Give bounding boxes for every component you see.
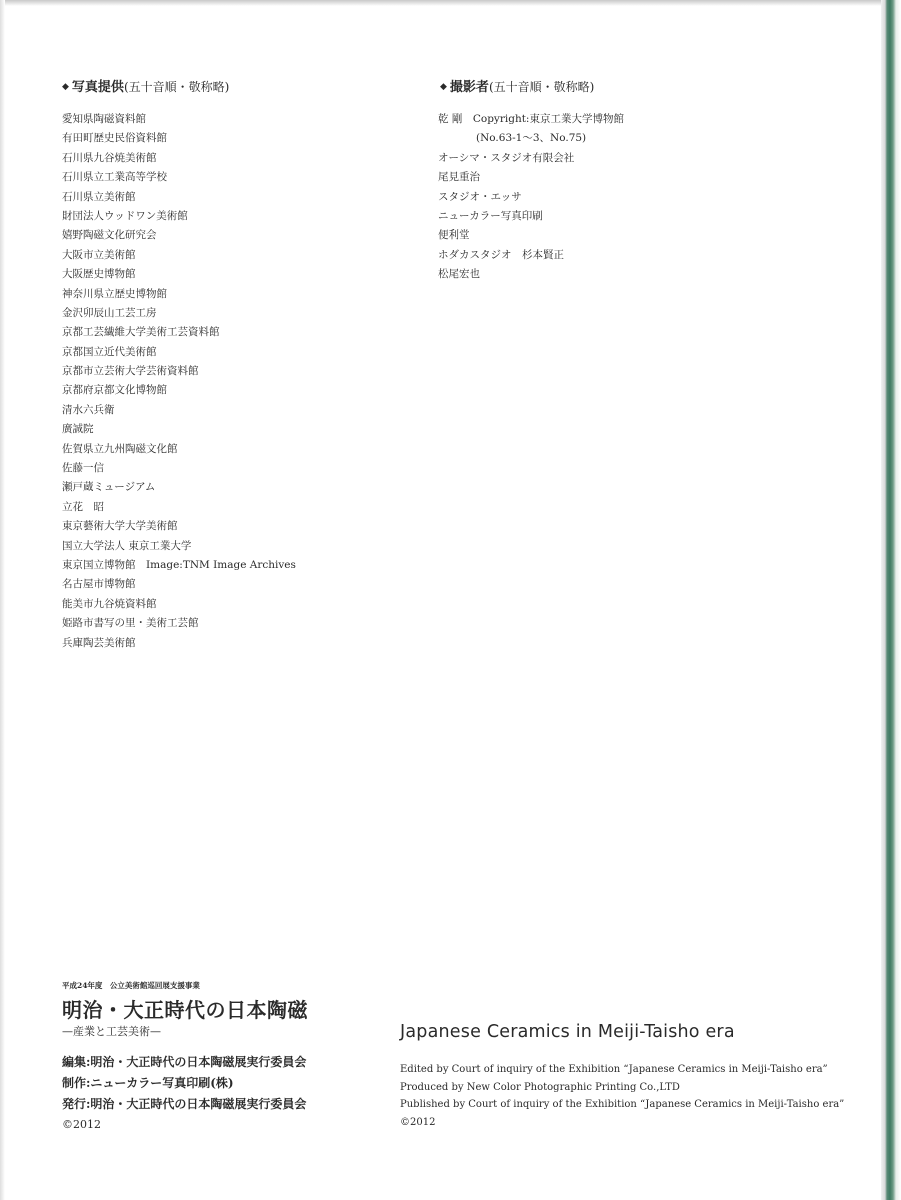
photographer-item: 松尾宏也 bbox=[438, 268, 480, 281]
credit-item: 能美市九谷焼資料館 bbox=[62, 597, 157, 610]
book-subtitle-jp: —産業と工芸美術— bbox=[62, 1025, 161, 1038]
credit-item: 大阪市立美術館 bbox=[62, 248, 136, 261]
credit-item: 名古屋市博物館 bbox=[62, 578, 136, 591]
production-line: 制作:ニューカラー写真印刷(株) bbox=[62, 1076, 234, 1090]
credits-heading bbox=[62, 76, 229, 95]
book-title-en: Japanese Ceramics in Meiji-Taisho era bbox=[400, 1022, 735, 1042]
credit-item: 有田町歴史民俗資料館 bbox=[62, 132, 167, 145]
credit-item: 兵庫陶芸美術館 bbox=[62, 636, 136, 649]
edited-by-line: Edited by Court of inquiry of the Exhibition “Japanese Ceramics in Meiji-Taisho era” bbox=[400, 1064, 828, 1075]
credit-item: 瀬戸蔵ミュージアム bbox=[62, 481, 156, 494]
credit-item: 石川県九谷焼美術館 bbox=[62, 151, 157, 164]
photographer-item: オーシマ・スタジオ有限会社 bbox=[438, 151, 575, 164]
photographer-item: 尾見重治 bbox=[438, 171, 480, 184]
publisher-line: 発行:明治・大正時代の日本陶磁展実行委員会 bbox=[62, 1097, 307, 1111]
credit-item: 立花 昭 bbox=[62, 500, 104, 513]
book-title-jp: 明治・大正時代の日本陶磁 bbox=[62, 998, 308, 1022]
page-left-edge bbox=[0, 0, 5, 1200]
series-label: 平成24年度 公立美術館巡回展支援事業 bbox=[62, 981, 200, 990]
credit-item: 石川県立美術館 bbox=[62, 190, 136, 203]
credit-item: 大阪歴史博物館 bbox=[62, 268, 136, 281]
credit-item: 財団法人ウッドワン美術館 bbox=[62, 209, 188, 222]
credit-item: 東京国立博物館 Image:TNM Image Archives bbox=[62, 558, 296, 571]
credit-item: 愛知県陶磁資料館 bbox=[62, 113, 146, 125]
colophon-jp-lines bbox=[62, 1052, 362, 1134]
photographers-list bbox=[438, 110, 624, 285]
credit-item: 京都国立近代美術館 bbox=[62, 345, 157, 358]
credit-item: 嬉野陶磁文化研究会 bbox=[62, 229, 157, 242]
copyright-jp: ©2012 bbox=[62, 1118, 101, 1131]
credits-heading-label: 写真提供 bbox=[71, 80, 124, 95]
copyright-en: ©2012 bbox=[400, 1116, 436, 1128]
published-by-line: Published by Court of inquiry of the Exhibition “Japanese Ceramics in Meiji-Taisho era” bbox=[400, 1099, 845, 1111]
photographers-heading-note: (五十音順・敬称略) bbox=[488, 80, 595, 94]
credit-item: 国立大学法人 東京工業大学 bbox=[62, 539, 192, 552]
colophon-japanese bbox=[62, 980, 362, 1134]
photographer-item: 便利堂 bbox=[438, 229, 470, 242]
credit-item: 佐賀県立九州陶磁文化館 bbox=[62, 442, 178, 455]
photographer-item-continuation: (No.63-1～3、No.75) bbox=[476, 132, 587, 145]
credit-item: 清水六兵衛 bbox=[62, 403, 115, 416]
credit-item: 金沢卯辰山工芸工房 bbox=[62, 306, 157, 319]
colophon-en-lines bbox=[400, 1061, 870, 1131]
page-top-edge bbox=[0, 0, 901, 6]
credit-item: 佐藤一信 bbox=[62, 462, 104, 475]
diamond-bullet-icon: ◆ bbox=[62, 82, 69, 92]
photographer-item: 乾 剛 Copyright:東京工業大学博物館 bbox=[438, 113, 624, 125]
credits-heading-note: (五十音順・敬称略) bbox=[123, 80, 230, 94]
credits-list bbox=[62, 110, 296, 653]
page-right-edge-binding bbox=[881, 0, 901, 1200]
credit-item: 姫路市書写の里・美術工芸館 bbox=[62, 617, 199, 630]
colophon-english bbox=[400, 1020, 870, 1131]
photographer-item: ホダカスタジオ 杉本賢正 bbox=[438, 248, 564, 261]
credit-item: 京都市立芸術大学芸術資料館 bbox=[62, 365, 199, 378]
credit-item: 東京藝術大学大学美術館 bbox=[62, 520, 178, 533]
credit-item: 神奈川県立歴史博物館 bbox=[62, 287, 167, 300]
photographers-heading-label: 撮影者 bbox=[449, 80, 489, 95]
diamond-bullet-icon: ◆ bbox=[440, 82, 447, 92]
produced-by-line: Produced by New Color Photographic Printing Co.,LTD bbox=[400, 1081, 680, 1093]
photographers-heading bbox=[440, 76, 594, 95]
editor-line: 編集:明治・大正時代の日本陶磁展実行委員会 bbox=[62, 1055, 307, 1069]
credit-item: 廣誠院 bbox=[62, 423, 94, 436]
photographer-item: ニューカラー写真印刷 bbox=[438, 209, 543, 222]
credit-item: 京都工芸繊維大学美術工芸資料館 bbox=[62, 326, 220, 339]
credit-item: 石川県立工業高等学校 bbox=[62, 171, 167, 184]
credit-item: 京都府京都文化博物館 bbox=[62, 384, 167, 397]
photographer-item: スタジオ・エッサ bbox=[438, 190, 522, 203]
